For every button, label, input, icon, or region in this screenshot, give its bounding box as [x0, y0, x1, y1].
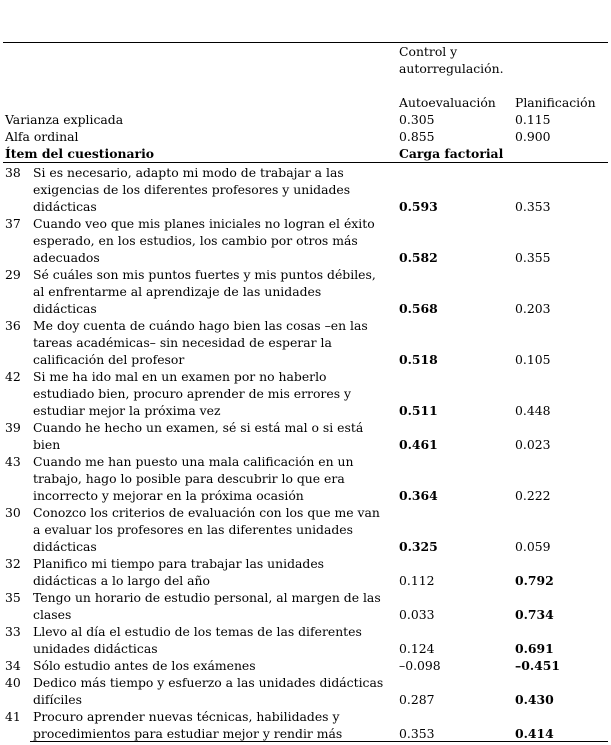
loading-planificacion: 0.448: [515, 403, 551, 418]
loading-autoevaluacion: 0.364: [399, 488, 438, 503]
item-number: 43: [5, 454, 21, 469]
item-text: Me doy cuenta de cuándo hago bien las cosas –en las tareas académicas– sin necesidad de esperar la calificación del profesor: [33, 318, 368, 367]
item-text: Si me ha ido mal en un examen por no haberlo estudiado bien, procuro aprender de mis errores y estudiar mejor la próxima vez: [33, 369, 351, 418]
item-number: 35: [5, 590, 21, 605]
loading-autoevaluacion: 0.112: [399, 573, 435, 588]
item-number: 32: [5, 556, 21, 571]
item-text: Conozco los criterios de evaluación con los que me van a evaluar los profesores en las diferentes unidades didácticas: [33, 505, 380, 554]
loading-autoevaluacion: 0.124: [399, 641, 435, 656]
item-label: Ítem del cuestionario: [5, 146, 155, 161]
loading-autoevaluacion: 0.287: [399, 692, 435, 707]
column-header-autoevaluacion: Autoevaluación: [399, 95, 496, 110]
item-text: Planifico mi tiempo para trabajar las unidades didácticas a lo largo del año: [33, 556, 325, 588]
item-number: 30: [5, 505, 21, 520]
item-text: Sé cuáles son mis puntos fuertes y mis puntos débiles, al enfrentarme al aprendizaje de las unidades didácticas: [33, 267, 376, 316]
item-text: Cuando me han puesto una mala calificación en un trabajo, hago lo posible para descubrir lo que era incorrecto y mejorar en la próxima ocasión: [33, 454, 354, 503]
item-number: 36: [5, 318, 21, 333]
loading-autoevaluacion: 0.033: [399, 607, 435, 622]
item-text: Si es necesario, adapto mi modo de trabajar a las exigencias de los diferentes profesores y unidades didácticas: [33, 165, 351, 214]
loading-autoevaluacion: 0.511: [399, 403, 438, 418]
loading-autoevaluacion: 0.568: [399, 301, 438, 316]
alpha-col2: 0.900: [515, 129, 551, 144]
loading-planificacion: 0.430: [515, 692, 554, 707]
item-number: 37: [5, 216, 21, 231]
loading-autoevaluacion: 0.461: [399, 437, 438, 452]
loading-planificacion: 0.059: [515, 539, 551, 554]
item-text: Cuando veo que mis planes iniciales no logran el éxito esperado, en los estudios, los cambio por otros más adecuados: [33, 216, 375, 265]
loading-planificacion: 0.691: [515, 641, 554, 656]
item-text: Llevo al día el estudio de los temas de las diferentes unidades didácticas: [33, 624, 362, 656]
item-number: 33: [5, 624, 21, 639]
loading-autoevaluacion: 0.325: [399, 539, 438, 554]
loading-planificacion: –0.451: [515, 658, 560, 673]
loading-planificacion: 0.353: [515, 199, 551, 214]
variance-col2: 0.115: [515, 112, 551, 127]
loading-planificacion: 0.414: [515, 726, 554, 741]
factor-group-header: Control y autorregulación.: [399, 44, 504, 76]
loading-planificacion: 0.792: [515, 573, 554, 588]
bottom-rule: [30, 741, 608, 742]
loading-label: Carga factorial: [399, 146, 504, 161]
loading-autoevaluacion: 0.582: [399, 250, 438, 265]
loading-planificacion: 0.105: [515, 352, 551, 367]
loading-autoevaluacion: 0.518: [399, 352, 438, 367]
item-text: Sólo estudio antes de los exámenes: [33, 658, 256, 673]
loading-autoevaluacion: 0.593: [399, 199, 438, 214]
loading-planificacion: 0.222: [515, 488, 551, 503]
item-number: 29: [5, 267, 21, 282]
item-number: 39: [5, 420, 21, 435]
item-text: Dedico más tiempo y esfuerzo a las unidades didácticas difíciles: [33, 675, 384, 707]
variance-label: Varianza explicada: [5, 112, 124, 127]
alpha-label: Alfa ordinal: [5, 129, 79, 144]
item-text: Procuro aprender nuevas técnicas, habilidades y procedimientos para estudiar mejor y rendir más: [33, 709, 343, 741]
item-number: 34: [5, 658, 21, 673]
item-text: Cuando he hecho un examen, sé si está mal o si está bien: [33, 420, 364, 452]
loading-planificacion: 0.734: [515, 607, 554, 622]
loading-autoevaluacion: 0.353: [399, 726, 435, 741]
column-header-planificacion: Planificación: [515, 95, 596, 110]
loading-planificacion: 0.355: [515, 250, 551, 265]
header-rule: [3, 162, 608, 163]
item-number: 38: [5, 165, 21, 180]
loading-planificacion: 0.023: [515, 437, 551, 452]
item-number: 41: [5, 709, 21, 724]
alpha-col1: 0.855: [399, 129, 435, 144]
item-number: 42: [5, 369, 21, 384]
loading-planificacion: 0.203: [515, 301, 551, 316]
variance-col1: 0.305: [399, 112, 435, 127]
item-text: Tengo un horario de estudio personal, al margen de las clases: [33, 590, 381, 622]
item-number: 40: [5, 675, 21, 690]
loading-autoevaluacion: –0.098: [399, 658, 441, 673]
